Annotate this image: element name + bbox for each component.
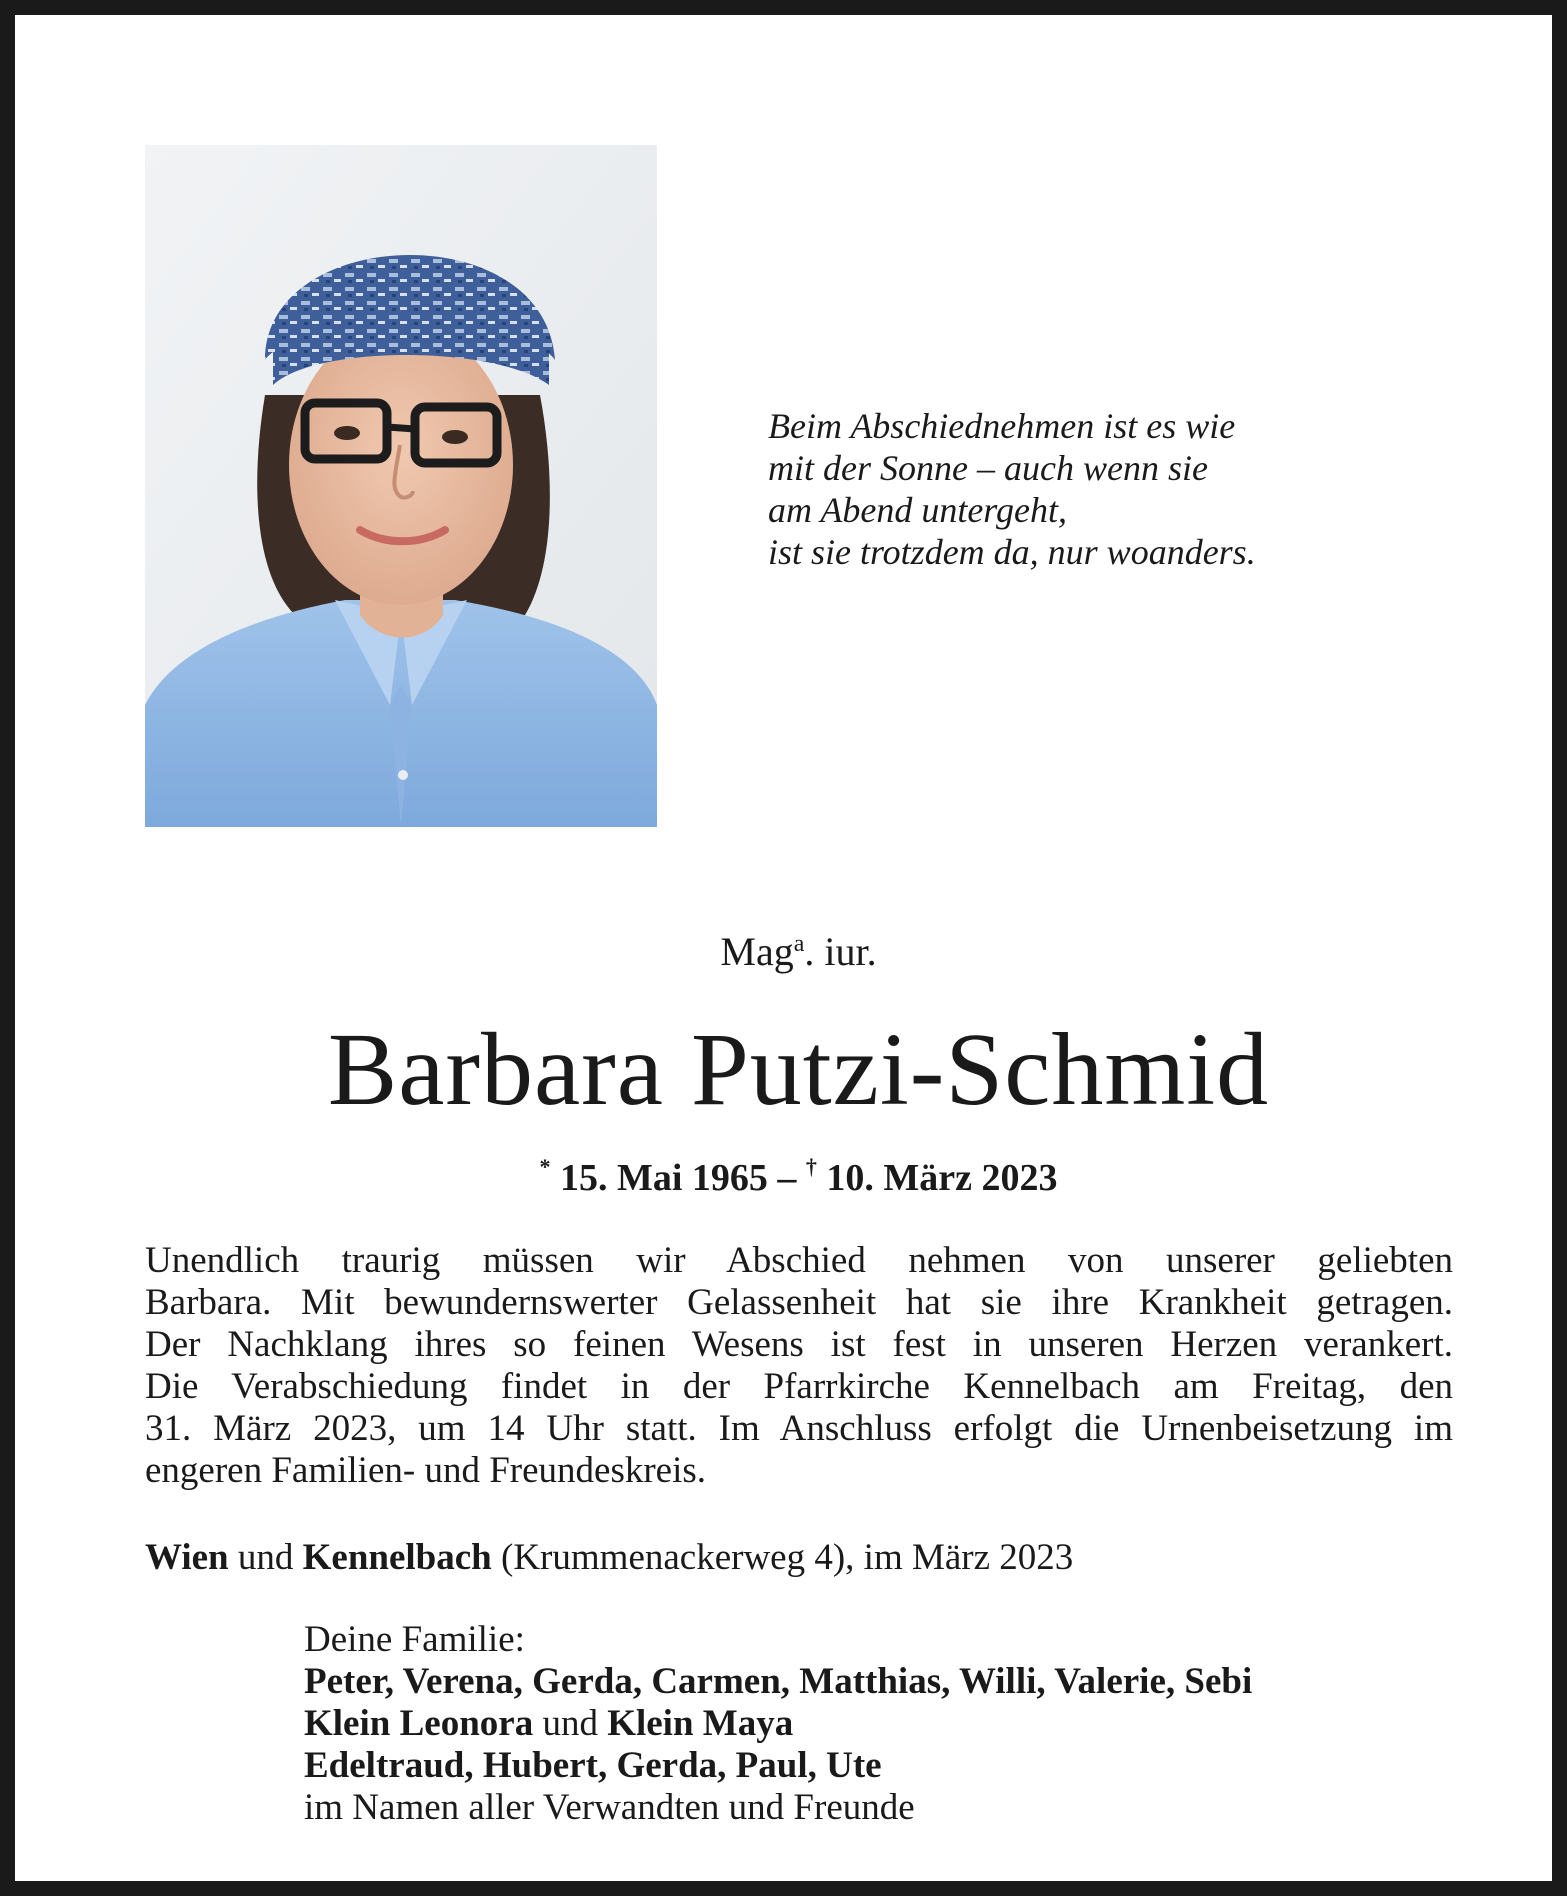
city-kennelbach: Kennelbach (302, 1537, 492, 1578)
place-connector: und (228, 1537, 303, 1578)
death-symbol: † (805, 1154, 817, 1179)
quote-line: am Abend untergeht, (768, 490, 1067, 530)
text-line: Der Nachklang ihres so feinen Wesens ist fest in unseren Herzen verankert. (145, 1324, 1453, 1365)
birth-date: 15. Mai 1965 (559, 1157, 768, 1199)
farewell-quote (768, 405, 1408, 573)
text-line: 31. März 2023, um 14 Uhr statt. Im Anschluss erfolgt die Urnenbeisetzung im (145, 1408, 1453, 1449)
title-prefix: Mag (720, 929, 794, 974)
title-suffix: . iur. (804, 929, 877, 974)
obituary-text (145, 1240, 1453, 1492)
family-name-maya: Klein Maya (607, 1703, 794, 1744)
family-connector: und (533, 1703, 608, 1744)
family-closing: im Namen aller Verwandten und Freunde (304, 1787, 915, 1828)
city-wien: Wien (145, 1537, 229, 1578)
date-separator: – (767, 1157, 806, 1199)
family-name-leonora: Klein Leonora (304, 1703, 534, 1744)
quote-line: ist sie trotzdem da, nur woanders. (768, 532, 1256, 572)
text-line: engeren Familien- und Freundeskreis. (145, 1450, 707, 1491)
academic-title (15, 920, 1567, 976)
deceased-name: Barbara Putzi-Schmid (327, 1012, 1270, 1127)
life-dates (15, 1145, 1567, 1200)
death-date: 10. März 2023 (826, 1157, 1058, 1199)
text-line: Barbara. Mit bewundernswerter Gelassenheit hat sie ihre Krankheit getragen. (145, 1282, 1453, 1323)
portrait-photo (145, 145, 657, 827)
family-heading: Deine Familie: (304, 1619, 525, 1660)
place-and-date (145, 1537, 1073, 1579)
quote-line: Beim Abschiednehmen ist es wie (768, 406, 1236, 446)
text-line: Die Verabschiedung findet in der Pfarrkirche Kennelbach am Freitag, den (145, 1366, 1453, 1407)
birth-symbol: * (539, 1154, 551, 1179)
family-names-line-2 (304, 1703, 1252, 1745)
quote-line: mit der Sonne – auch wenn sie (768, 448, 1208, 488)
family-names-line-1: Peter, Verena, Gerda, Carmen, Matthias, Willi, Valerie, Sebi (304, 1661, 1253, 1702)
title-superscript: a (793, 931, 805, 957)
address-and-date: (Krummenackerweg 4), im März 2023 (491, 1537, 1074, 1578)
family-names-line-3: Edeltraud, Hubert, Gerda, Paul, Ute (304, 1745, 882, 1786)
family-signature (304, 1619, 1252, 1829)
text-line: Unendlich traurig müssen wir Abschied nehmen von unserer geliebten (145, 1240, 1453, 1281)
